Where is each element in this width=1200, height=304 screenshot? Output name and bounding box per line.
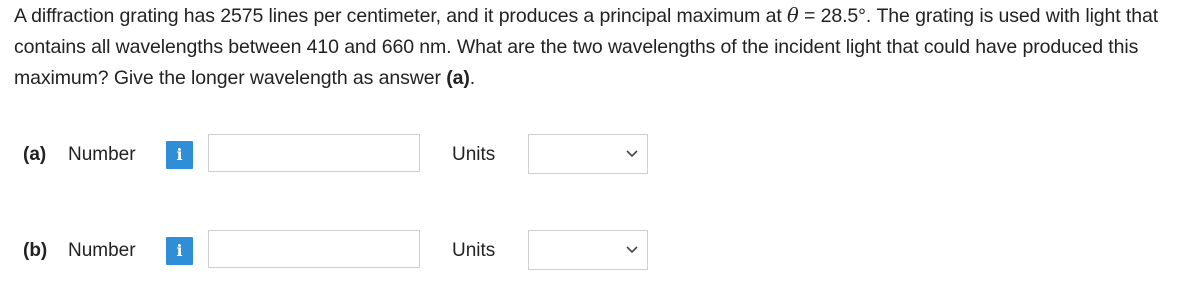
answer-row-a — [0, 134, 1200, 176]
chevron-down-icon — [626, 150, 638, 158]
number-label: Number — [68, 144, 136, 165]
units-label: Units — [452, 144, 496, 165]
part-label: (a) — [23, 144, 47, 165]
units-select-b[interactable] — [528, 230, 648, 270]
info-button[interactable] — [166, 141, 193, 169]
question-text-part: A diffraction grating has 2575 lines per centimeter, and it produces a principal maximum at — [14, 5, 788, 27]
units-select-a[interactable] — [528, 134, 648, 174]
info-icon: i — [176, 241, 183, 260]
question-text-part: = 28.5°. The grating is used with light that contains all wavelengths between 410 and 660 nm. What are the two wavelengths of the incident light that could have produced this maximum? Give the longer wavelength as answer — [14, 5, 1159, 89]
part-label: (b) — [23, 240, 48, 261]
answer-row-b — [0, 230, 1200, 272]
number-input-a[interactable] — [208, 134, 420, 172]
info-icon: i — [176, 145, 183, 164]
chevron-down-icon — [626, 246, 638, 254]
info-button[interactable] — [166, 237, 193, 265]
number-input-b[interactable] — [208, 230, 420, 268]
question-text — [14, 0, 1200, 94]
answer-ref: (a) — [446, 67, 470, 89]
theta-symbol: θ — [787, 4, 799, 27]
question-text-end: . — [469, 67, 476, 89]
number-label: Number — [68, 240, 136, 261]
units-label: Units — [452, 240, 496, 261]
